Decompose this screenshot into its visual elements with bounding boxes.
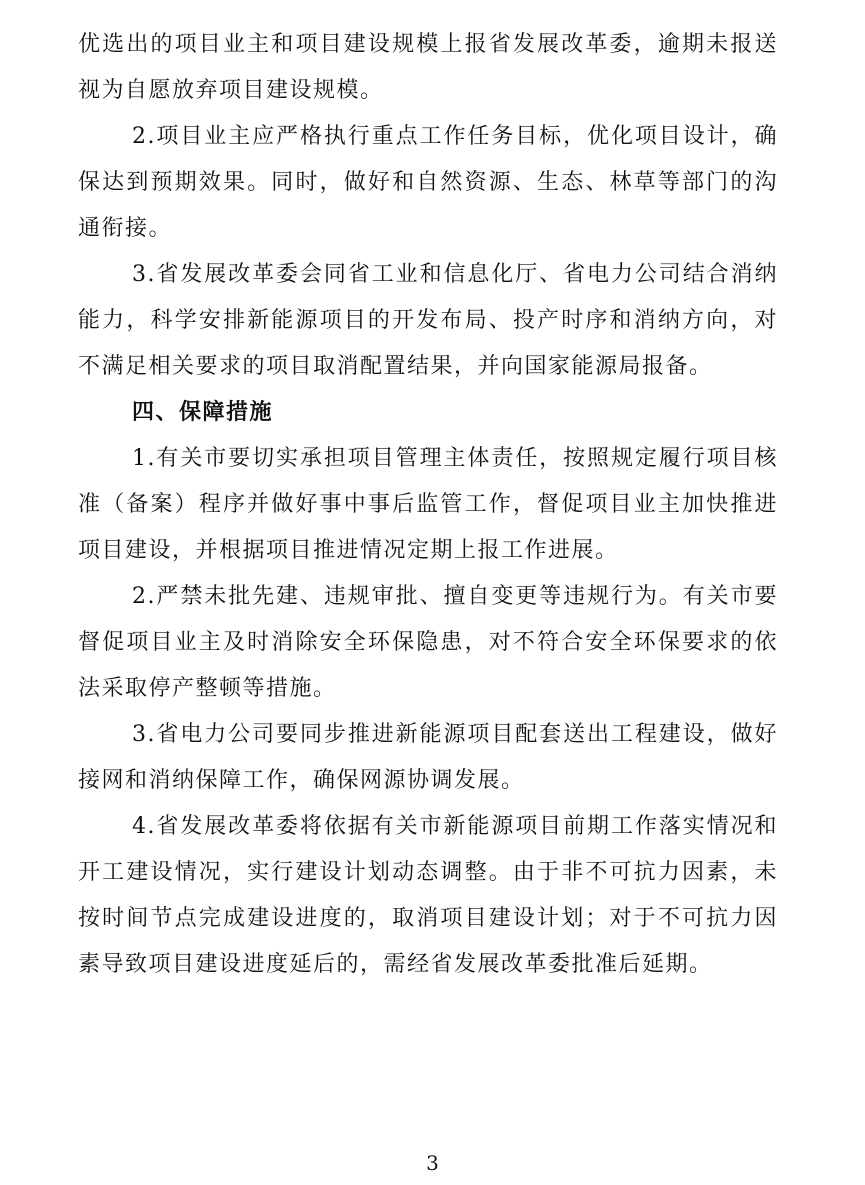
measure-item-4: 4.省发展改革委将依据有关市新能源项目前期工作落实情况和开工建设情况，实行建设计划动态调整。由于非不可抗力因素，未按时间节点完成建设进度的，取消项目建设计划；对于不可抗力因素导致项目建设进度延后的，需经省发展改革委批准后延期。 [78,814,778,977]
measure-item-2: 2.严禁未批先建、违规审批、擅自变更等违规行为。有关市要督促项目业主及时消除安全环保隐患，对不符合安全环保要求的依法采取停产整顿等措施。 [78,584,778,701]
paragraph-item-2: 2.项目业主应严格执行重点工作任务目标，优化项目设计，确保达到预期效果。同时，做好和自然资源、生态、林草等部门的沟通衔接。 [78,124,778,241]
section-heading: 四、保障措施 [132,400,274,425]
page-number: 3 [426,1151,439,1175]
document-body [78,22,778,988]
measure-item-1: 1.有关市要切实承担项目管理主体责任，按照规定履行项目核准（备案）程序并做好事中事后监管工作，督促项目业主加快推进项目建设，并根据项目推进情况定期上报工作进展。 [78,446,778,563]
paragraph-continuation: 优选出的项目业主和项目建设规模上报省发展改革委，逾期未报送视为自愿放弃项目建设规模。 [78,32,778,103]
measure-item-3: 3.省电力公司要同步推进新能源项目配套送出工程建设，做好接网和消纳保障工作，确保网源协调发展。 [78,722,778,793]
paragraph-item-3: 3.省发展改革委会同省工业和信息化厅、省电力公司结合消纳能力，科学安排新能源项目的开发布局、投产时序和消纳方向，对不满足相关要求的项目取消配置结果，并向国家能源局报备。 [78,262,778,379]
